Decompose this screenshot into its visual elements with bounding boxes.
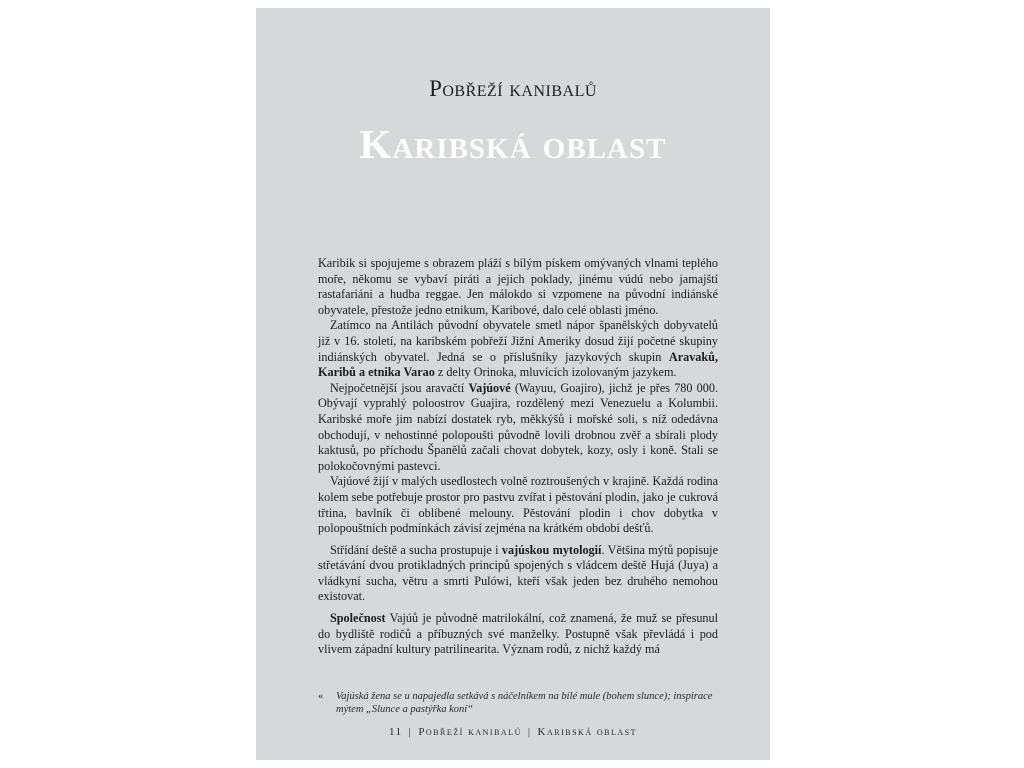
page-number: 11: [389, 726, 403, 738]
body-text: [318, 256, 718, 658]
running-footer: [256, 726, 770, 738]
paragraph-1: Karibik si spojujeme s obrazem pláží s bílým pískem omývaných vlnami teplého moře, někomu se vybaví piráti a jejich poklady, jinému vúdú nebo jamajští rastafariáni a hudba reggae. Jen málokdo si vzpomene na původní indiánské obyvatele, přestože jedno etnikum, Karibové, dalo celé oblasti jméno.: [318, 256, 718, 317]
bold-vajuove: Vajúové: [468, 380, 511, 395]
caption-arrow-icon: «: [318, 691, 324, 702]
footer-section: Pobřeží kanibalů: [418, 726, 522, 738]
paragraph-3: Nejpočetnější jsou aravačtí Vajúové (Wayuu, Goajiro), jichž je přes 780 000. Obývají vyprahlý poloostrov Guajira, rozdělený mezi Venezuelu a Kolumbii. Karibské moře jim nabízí dostatek ryb, měkkýšů i mořské soli, s níž odedávna obchodují, v nehostinné polopoušti původně lovili drobnou zvěř a sbírali plody kaktusů, po příchodu Španělů začali chovat dobytek, kozy, osly i koně. Stali se polokočovnými pastevci.: [318, 380, 718, 473]
paragraph-2: Zatímco na Antilách původní obyvatele smetl nápor španělských dobyvatelů již v 16. století, na karibském pobřeží Jižní Ameriky dosud žijí početné skupiny indiánských obyvatel. Jedná se o příslušníky jazykových skupin Aravaků, Karibů a etnika Varao z delty Orinoka, mluvících izolovaným jazykem.: [318, 318, 718, 380]
footer-separator: |: [408, 726, 413, 738]
footer-chapter: Karibská oblast: [537, 726, 637, 738]
bold-ethnic-groups: Aravaků, Karibů a etnika Varao: [318, 349, 718, 380]
paragraph-6: Společnost Vajúů je původně matrilokální, což znamená, že muž se přesunul do bydliště rodičů a příbuzných své manželky. Postupně však převládá i pod vlivem západní kultury patrilinearita. Význam rodů, z nichž každý má: [318, 611, 718, 657]
caption-text: Vajúská žena se u napajedla setkává s náčelníkem na bílé mule (bohem slunce); inspirace mýtem „Slunce a pastýřka koní“: [336, 691, 713, 715]
chapter-supertitle: Pobřeží kanibalů: [429, 76, 597, 101]
image-caption: [318, 690, 718, 716]
bold-mythology: vajúskou mytologií: [501, 542, 602, 557]
chapter-title: Karibská oblast: [359, 121, 667, 167]
paragraph-5: Střídání deště a sucha prostupuje i vajúskou mytologií. Většina mýtů popisuje střetávání dvou protikladných principů spojených s vládcem deště Hujá (Juya) a vládkyní sucha, větru a smrti Pulówi, kteří však jeden bez druhého nemohou existovat.: [318, 542, 718, 604]
book-page: [256, 8, 770, 760]
paragraph-4: Vajúové žijí v malých usedlostech volně roztroušených v krajině. Každá rodina kolem sebe potřebuje prostor pro pastvu zvířat i pěstování plodin, jako je cukrová třtina, bavlník či oblíbené melouny. Pěstování plodin i chov dobytka v polopouštních podmínkách závisí zejména na krátkém období dešťů.: [318, 474, 718, 536]
footer-separator: |: [527, 726, 532, 738]
bold-society: Společnost: [330, 611, 386, 626]
